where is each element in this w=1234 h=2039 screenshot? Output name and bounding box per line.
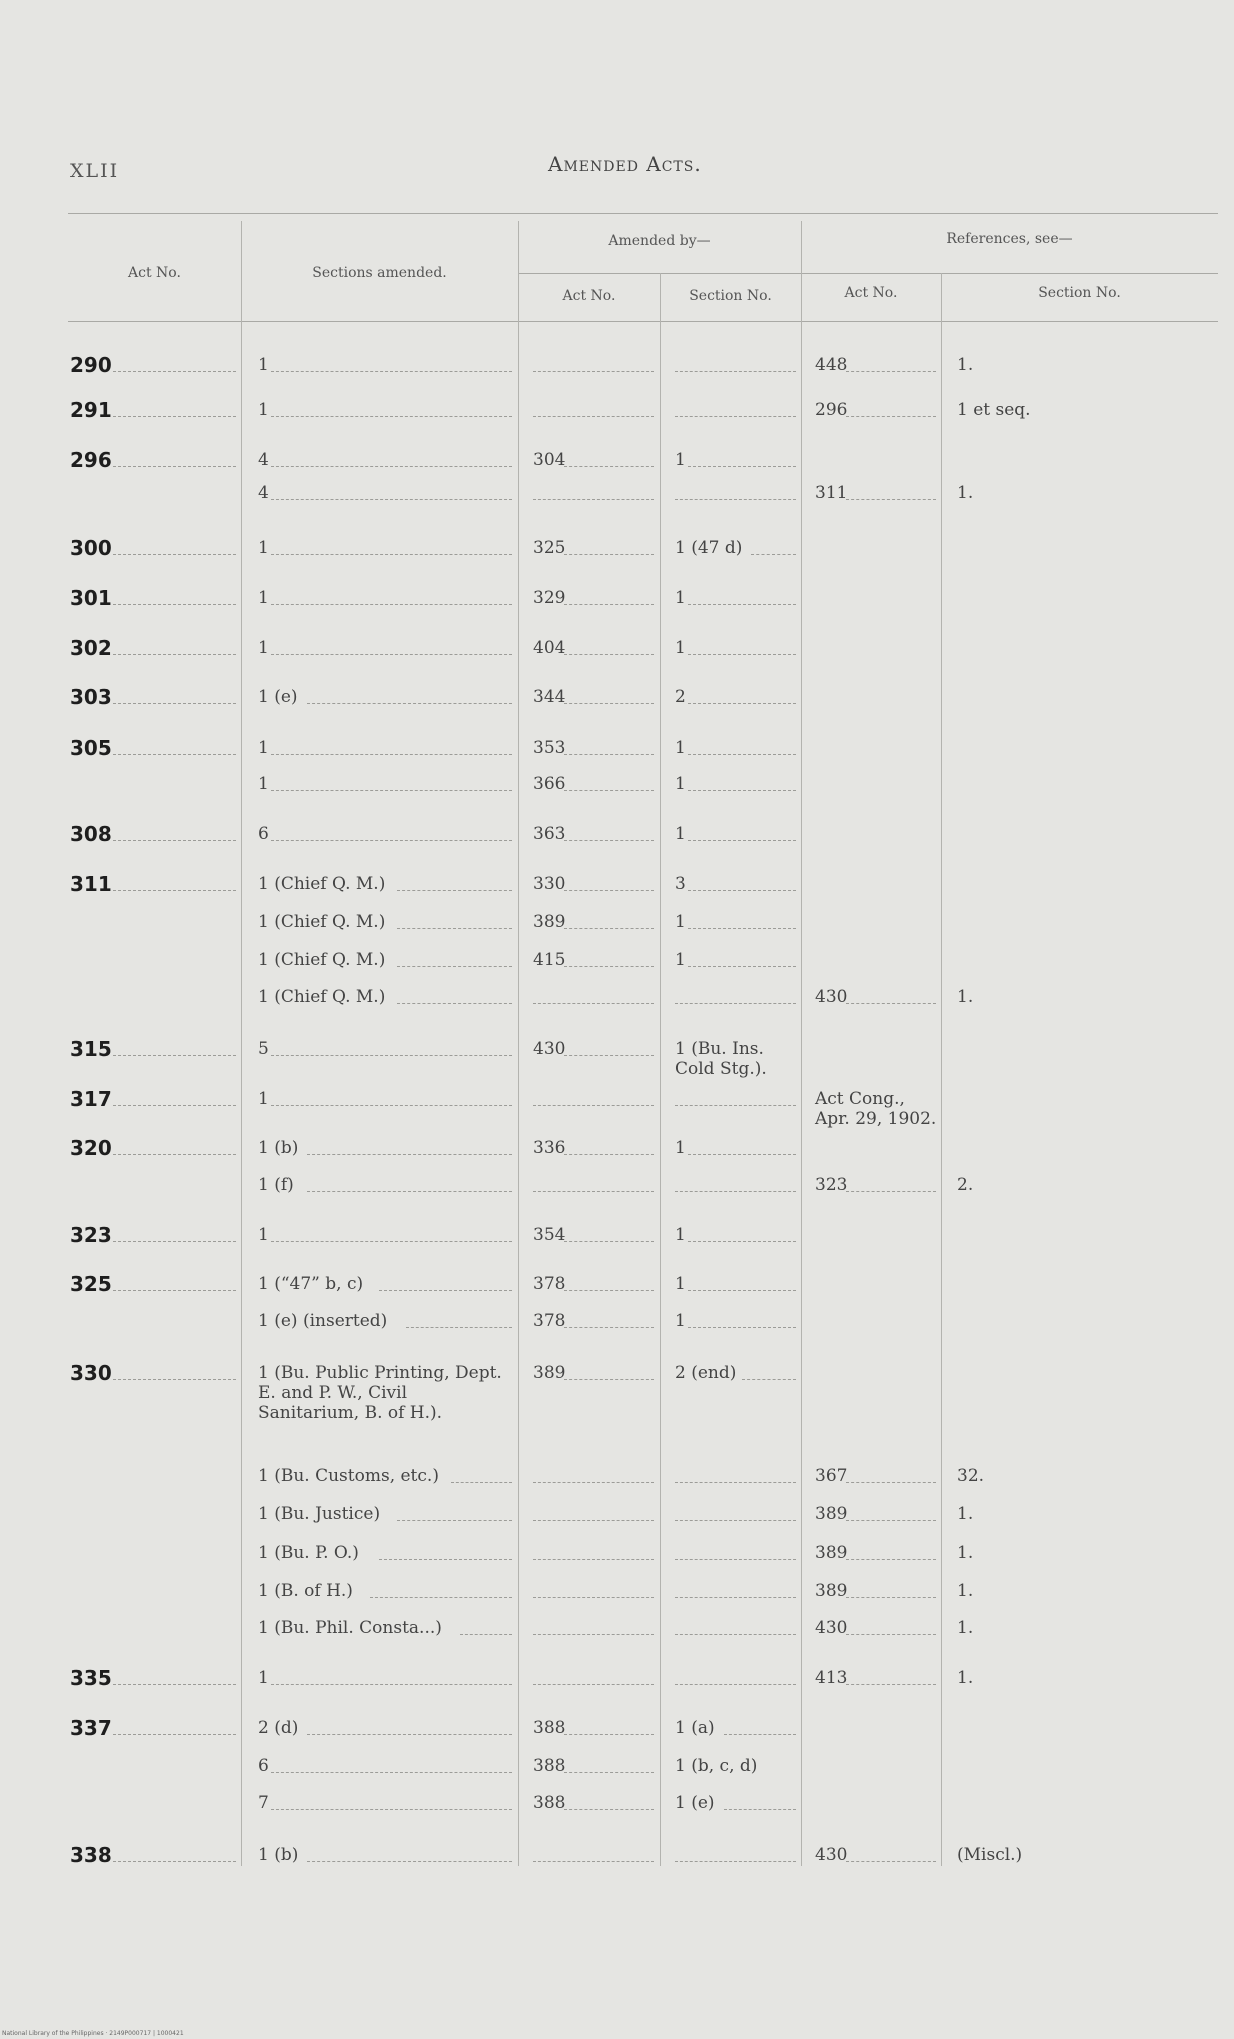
dot-leader xyxy=(846,416,936,417)
act-number: 296 xyxy=(70,448,112,472)
amended-by-section: 1 xyxy=(675,774,686,794)
amended-by-section: 1 xyxy=(675,950,686,970)
reference-act: 430 xyxy=(815,1618,848,1638)
section-amended: 1 xyxy=(258,638,269,658)
dot-leader xyxy=(113,1290,236,1291)
reference-section: 1. xyxy=(957,483,974,503)
act-number: 311 xyxy=(70,872,112,896)
section-amended: 1 (Chief Q. M.) xyxy=(258,912,386,932)
col-divider-1 xyxy=(241,221,242,1866)
dot-leader xyxy=(271,554,512,555)
dot-leader xyxy=(271,371,512,372)
dot-leader xyxy=(688,790,796,791)
dot-leader xyxy=(271,416,512,417)
reference-act: 367 xyxy=(815,1466,848,1486)
reference-act: 413 xyxy=(815,1668,848,1688)
amended-by-section: 1 (Bu. Ins. Cold Stg.). xyxy=(675,1039,767,1079)
dot-leader xyxy=(271,1055,512,1056)
reference-section: (Miscl.) xyxy=(957,1845,1023,1865)
dot-leader xyxy=(533,1634,654,1635)
reference-section: 1 et seq. xyxy=(957,400,1031,420)
dot-leader xyxy=(307,1191,512,1192)
act-number: 330 xyxy=(70,1361,112,1385)
dot-leader xyxy=(533,499,654,500)
reference-act: 430 xyxy=(815,1845,848,1865)
reference-section: 1. xyxy=(957,1668,974,1688)
section-amended: 1 (Bu. P. O.) xyxy=(258,1543,359,1563)
dot-leader xyxy=(113,754,236,755)
dot-leader xyxy=(846,1559,936,1560)
header-amended-by: Amended by— xyxy=(608,233,711,249)
dot-leader xyxy=(688,1154,796,1155)
dot-leader xyxy=(564,1772,654,1773)
act-number: 323 xyxy=(70,1223,112,1247)
dot-leader xyxy=(533,1520,654,1521)
reference-section: 1. xyxy=(957,1543,974,1563)
reference-act: 296 xyxy=(815,400,848,420)
amended-by-section: 1 (e) xyxy=(675,1793,715,1813)
dot-leader xyxy=(675,1684,796,1685)
dot-leader xyxy=(724,1734,796,1735)
amended-by-section: 2 xyxy=(675,687,686,707)
section-amended: 2 (d) xyxy=(258,1718,299,1738)
page-title: Amended Acts. xyxy=(548,152,702,176)
dot-leader xyxy=(675,1482,796,1483)
amended-by-section: 1 (a) xyxy=(675,1718,715,1738)
dot-leader xyxy=(564,1734,654,1735)
act-number: 291 xyxy=(70,398,112,422)
amended-by-act: 404 xyxy=(533,638,566,658)
act-number: 320 xyxy=(70,1136,112,1160)
amended-by-act: 415 xyxy=(533,950,566,970)
amended-by-act: 388 xyxy=(533,1718,566,1738)
section-amended: 1 xyxy=(258,588,269,608)
act-number: 325 xyxy=(70,1272,112,1296)
dot-leader xyxy=(564,654,654,655)
reference-act: 430 xyxy=(815,987,848,1007)
dot-leader xyxy=(675,1597,796,1598)
dot-leader xyxy=(113,416,236,417)
dot-leader xyxy=(675,1105,796,1106)
section-amended: 5 xyxy=(258,1039,269,1059)
dot-leader xyxy=(113,1154,236,1155)
dot-leader xyxy=(460,1634,512,1635)
dot-leader xyxy=(307,1861,512,1862)
act-number: 315 xyxy=(70,1037,112,1061)
dot-leader xyxy=(533,371,654,372)
reference-act: 389 xyxy=(815,1581,848,1601)
dot-leader xyxy=(675,1520,796,1521)
header-references: References, see— xyxy=(946,231,1073,247)
dot-leader xyxy=(564,1241,654,1242)
dot-leader xyxy=(688,890,796,891)
dot-leader xyxy=(113,1105,236,1106)
page-label: XLII xyxy=(70,160,120,182)
dot-leader xyxy=(113,1734,236,1735)
amended-by-act: 378 xyxy=(533,1274,566,1294)
amended-by-act: 353 xyxy=(533,738,566,758)
dot-leader xyxy=(564,466,654,467)
dot-leader xyxy=(370,1597,512,1598)
dot-leader xyxy=(397,1003,512,1004)
section-amended: 1 (Bu. Public Printing, Dept. E. and P. W., Civil Sanitarium, B. of H.). xyxy=(258,1363,502,1423)
section-amended: 1 xyxy=(258,1668,269,1688)
amended-by-act: 389 xyxy=(533,1363,566,1383)
dot-leader xyxy=(271,654,512,655)
dot-leader xyxy=(397,928,512,929)
reference-section: 1. xyxy=(957,1618,974,1638)
amended-by-rule xyxy=(518,273,1218,274)
section-amended: 1 xyxy=(258,1089,269,1109)
amended-by-section: 1 xyxy=(675,1274,686,1294)
dot-leader xyxy=(564,1290,654,1291)
dot-leader xyxy=(533,1191,654,1192)
dot-leader xyxy=(564,928,654,929)
reference-section: 32. xyxy=(957,1466,985,1486)
dot-leader xyxy=(113,890,236,891)
act-number: 305 xyxy=(70,736,112,760)
section-amended: 7 xyxy=(258,1793,269,1813)
amended-by-act: 388 xyxy=(533,1793,566,1813)
dot-leader xyxy=(271,604,512,605)
dot-leader xyxy=(533,1105,654,1106)
amended-by-section: 1 xyxy=(675,1138,686,1158)
amended-by-act: 388 xyxy=(533,1756,566,1776)
dot-leader xyxy=(379,1559,512,1560)
dot-leader xyxy=(113,604,236,605)
dot-leader xyxy=(533,1482,654,1483)
section-amended: 6 xyxy=(258,1756,269,1776)
dot-leader xyxy=(564,1327,654,1328)
amended-by-section: 1 xyxy=(675,1311,686,1331)
dot-leader xyxy=(564,840,654,841)
dot-leader xyxy=(564,890,654,891)
section-amended: 1 (e) (inserted) xyxy=(258,1311,388,1331)
amended-by-section: 1 xyxy=(675,588,686,608)
amended-by-act: 430 xyxy=(533,1039,566,1059)
dot-leader xyxy=(113,840,236,841)
act-number: 290 xyxy=(70,353,112,377)
section-amended: 1 xyxy=(258,538,269,558)
dot-leader xyxy=(533,416,654,417)
dot-leader xyxy=(113,654,236,655)
amended-by-act: 363 xyxy=(533,824,566,844)
section-amended: 1 (“47” b, c) xyxy=(258,1274,364,1294)
section-amended: 1 (f) xyxy=(258,1175,294,1195)
dot-leader xyxy=(846,1003,936,1004)
reference-act: 448 xyxy=(815,355,848,375)
section-amended: 1 (b) xyxy=(258,1138,299,1158)
dot-leader xyxy=(564,754,654,755)
dot-leader xyxy=(113,1241,236,1242)
amended-by-section: 1 xyxy=(675,450,686,470)
amended-by-section: 3 xyxy=(675,874,686,894)
dot-leader xyxy=(113,554,236,555)
col-divider-3 xyxy=(660,273,661,1866)
section-amended: 1 (e) xyxy=(258,687,298,707)
header-amended-act-no: Act No. xyxy=(562,288,616,304)
dot-leader xyxy=(724,1809,796,1810)
act-number: 335 xyxy=(70,1666,112,1690)
dot-leader xyxy=(564,1154,654,1155)
amended-by-act: 366 xyxy=(533,774,566,794)
dot-leader xyxy=(113,1861,236,1862)
dot-leader xyxy=(846,1191,936,1192)
dot-leader xyxy=(113,1055,236,1056)
dot-leader xyxy=(846,371,936,372)
dot-leader xyxy=(533,1684,654,1685)
dot-leader xyxy=(675,1861,796,1862)
dot-leader xyxy=(271,499,512,500)
dot-leader xyxy=(533,1861,654,1862)
section-amended: 1 (Bu. Justice) xyxy=(258,1504,381,1524)
act-number: 337 xyxy=(70,1716,112,1740)
dot-leader xyxy=(271,754,512,755)
dot-leader xyxy=(379,1290,512,1291)
amended-by-act: 304 xyxy=(533,450,566,470)
reference-section: 1. xyxy=(957,987,974,1007)
dot-leader xyxy=(688,604,796,605)
dot-leader xyxy=(688,840,796,841)
amended-by-act: 330 xyxy=(533,874,566,894)
section-amended: 1 (Chief Q. M.) xyxy=(258,987,386,1007)
dot-leader xyxy=(846,1861,936,1862)
col-divider-2 xyxy=(518,221,519,1866)
dot-leader xyxy=(564,554,654,555)
amended-acts-table xyxy=(68,213,1218,1867)
reference-act: 311 xyxy=(815,483,848,503)
amended-by-act: 389 xyxy=(533,912,566,932)
amended-by-section: 2 (end) xyxy=(675,1363,737,1383)
amended-by-act: 378 xyxy=(533,1311,566,1331)
section-amended: 1 (Chief Q. M.) xyxy=(258,950,386,970)
section-amended: 4 xyxy=(258,450,269,470)
act-number: 308 xyxy=(70,822,112,846)
dot-leader xyxy=(846,1634,936,1635)
header-ref-act-no: Act No. xyxy=(844,285,898,301)
dot-leader xyxy=(397,1520,512,1521)
dot-leader xyxy=(688,703,796,704)
reference-act: 389 xyxy=(815,1543,848,1563)
dot-leader xyxy=(307,1154,512,1155)
dot-leader xyxy=(113,1379,236,1380)
dot-leader xyxy=(533,1003,654,1004)
dot-leader xyxy=(406,1327,512,1328)
dot-leader xyxy=(675,1634,796,1635)
dot-leader xyxy=(564,703,654,704)
section-amended: 1 (Bu. Phil. Consta...) xyxy=(258,1618,442,1638)
section-amended: 6 xyxy=(258,824,269,844)
dot-leader xyxy=(564,1809,654,1810)
dot-leader xyxy=(688,754,796,755)
dot-leader xyxy=(271,1809,512,1810)
section-amended: 1 xyxy=(258,774,269,794)
dot-leader xyxy=(113,703,236,704)
reference-section: 2. xyxy=(957,1175,974,1195)
dot-leader xyxy=(675,371,796,372)
table-top-rule xyxy=(68,213,1218,214)
reference-act: 323 xyxy=(815,1175,848,1195)
section-amended: 4 xyxy=(258,483,269,503)
amended-by-act: 344 xyxy=(533,687,566,707)
act-number: 302 xyxy=(70,636,112,660)
dot-leader xyxy=(688,1290,796,1291)
dot-leader xyxy=(533,1559,654,1560)
dot-leader xyxy=(846,499,936,500)
amended-by-act: 336 xyxy=(533,1138,566,1158)
section-amended: 1 xyxy=(258,738,269,758)
dot-leader xyxy=(675,416,796,417)
dot-leader xyxy=(271,790,512,791)
dot-leader xyxy=(397,966,512,967)
dot-leader xyxy=(397,890,512,891)
dot-leader xyxy=(307,703,512,704)
dot-leader xyxy=(271,1684,512,1685)
dot-leader xyxy=(688,1241,796,1242)
dot-leader xyxy=(564,966,654,967)
dot-leader xyxy=(846,1597,936,1598)
amended-by-section: 1 xyxy=(675,824,686,844)
dot-leader xyxy=(675,499,796,500)
act-number: 301 xyxy=(70,586,112,610)
amended-by-section: 1 xyxy=(675,912,686,932)
col-divider-5 xyxy=(941,273,942,1866)
dot-leader xyxy=(564,1055,654,1056)
amended-by-act: 325 xyxy=(533,538,566,558)
header-sections-amended: Sections amended. xyxy=(312,265,447,281)
dot-leader xyxy=(271,840,512,841)
reference-section: 1. xyxy=(957,355,974,375)
dot-leader xyxy=(675,1191,796,1192)
dot-leader xyxy=(113,1684,236,1685)
dot-leader xyxy=(675,1003,796,1004)
amended-by-section: 1 xyxy=(675,1225,686,1245)
dot-leader xyxy=(846,1482,936,1483)
act-number: 300 xyxy=(70,536,112,560)
section-amended: 1 xyxy=(258,1225,269,1245)
dot-leader xyxy=(675,1559,796,1560)
dot-leader xyxy=(846,1520,936,1521)
col-divider-4 xyxy=(801,221,802,1866)
dot-leader xyxy=(533,1597,654,1598)
reference-act: 389 xyxy=(815,1504,848,1524)
amended-by-section: 1 xyxy=(675,738,686,758)
act-number: 303 xyxy=(70,685,112,709)
dot-leader xyxy=(846,1684,936,1685)
header-amended-section-no: Section No. xyxy=(689,288,772,304)
dot-leader xyxy=(113,466,236,467)
dot-leader xyxy=(113,371,236,372)
section-amended: 1 (B. of H.) xyxy=(258,1581,353,1601)
dot-leader xyxy=(271,1772,512,1773)
amended-by-section: 1 (47 d) xyxy=(675,538,743,558)
header-ref-section-no: Section No. xyxy=(1038,285,1121,301)
dot-leader xyxy=(564,1379,654,1380)
amended-by-section: 1 (b, c, d) xyxy=(675,1756,758,1776)
dot-leader xyxy=(271,1105,512,1106)
header-act-no: Act No. xyxy=(128,265,181,281)
act-number: 338 xyxy=(70,1843,112,1867)
dot-leader xyxy=(742,1379,796,1380)
reference-section: 1. xyxy=(957,1581,974,1601)
footer-note: National Library of the Philippines · 2149P000717 | 1000421 xyxy=(2,2030,184,2037)
amended-by-act: 329 xyxy=(533,588,566,608)
dot-leader xyxy=(307,1734,512,1735)
dot-leader xyxy=(451,1482,512,1483)
act-number: 317 xyxy=(70,1087,112,1111)
dot-leader xyxy=(564,790,654,791)
reference-act: Act Cong., Apr. 29, 1902. xyxy=(815,1089,937,1129)
section-amended: 1 (Chief Q. M.) xyxy=(258,874,386,894)
dot-leader xyxy=(271,466,512,467)
section-amended: 1 xyxy=(258,355,269,375)
dot-leader xyxy=(751,554,796,555)
dot-leader xyxy=(688,1327,796,1328)
dot-leader xyxy=(564,604,654,605)
section-amended: 1 xyxy=(258,400,269,420)
section-amended: 1 (b) xyxy=(258,1845,299,1865)
dot-leader xyxy=(271,1241,512,1242)
dot-leader xyxy=(688,466,796,467)
amended-by-act: 354 xyxy=(533,1225,566,1245)
reference-section: 1. xyxy=(957,1504,974,1524)
dot-leader xyxy=(688,966,796,967)
dot-leader xyxy=(688,928,796,929)
section-amended: 1 (Bu. Customs, etc.) xyxy=(258,1466,439,1486)
amended-by-section: 1 xyxy=(675,638,686,658)
dot-leader xyxy=(688,654,796,655)
